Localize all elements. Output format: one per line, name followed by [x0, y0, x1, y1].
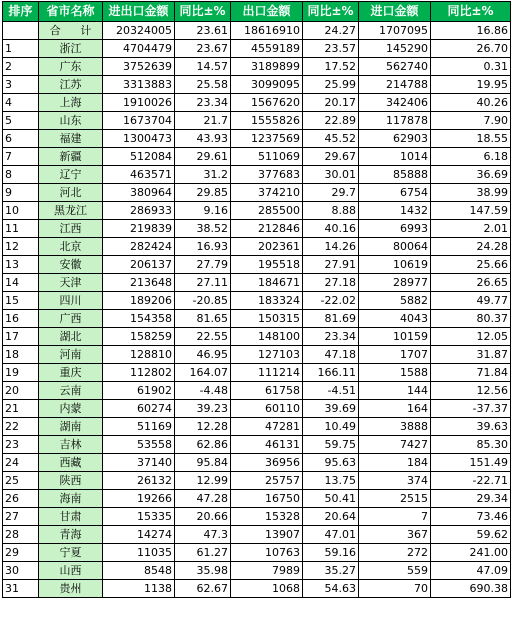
export-value-cell[interactable]: 15328	[231, 508, 303, 526]
total-value-cell[interactable]: 219839	[103, 220, 175, 238]
province-cell[interactable]: 内蒙	[39, 400, 103, 418]
total-yoy-cell[interactable]: 35.98	[175, 562, 231, 580]
table-row	[3, 202, 511, 220]
export-value-cell[interactable]: 25757	[231, 472, 303, 490]
export-yoy-cell[interactable]: 30.01	[303, 166, 359, 184]
export-value-cell[interactable]: 202361	[231, 238, 303, 256]
import-yoy-cell[interactable]: -22.71	[431, 472, 511, 490]
total-value-cell[interactable]: 213648	[103, 274, 175, 292]
export-yoy-cell[interactable]: 166.11	[303, 364, 359, 382]
import-value-cell[interactable]: 342406	[359, 94, 431, 112]
import-value-cell[interactable]: 1707095	[359, 22, 431, 40]
import-value-cell[interactable]: 6754	[359, 184, 431, 202]
total-value-cell[interactable]: 206137	[103, 256, 175, 274]
province-cell[interactable]: 浙江	[39, 40, 103, 58]
export-value-cell[interactable]: 212846	[231, 220, 303, 238]
import-value-cell[interactable]: 28977	[359, 274, 431, 292]
export-value-cell[interactable]: 3189899	[231, 58, 303, 76]
import-value-cell[interactable]: 7	[359, 508, 431, 526]
province-cell[interactable]: 四川	[39, 292, 103, 310]
total-yoy-cell[interactable]: 38.52	[175, 220, 231, 238]
province-cell[interactable]: 广东	[39, 58, 103, 76]
total-yoy-cell[interactable]: 23.61	[175, 22, 231, 40]
total-yoy-cell[interactable]: 29.85	[175, 184, 231, 202]
rank-cell[interactable]: 8	[3, 166, 39, 184]
table-row	[3, 472, 511, 490]
total-value-cell[interactable]: 3752639	[103, 58, 175, 76]
import-yoy-cell[interactable]: 6.18	[431, 148, 511, 166]
import-yoy-cell[interactable]: 36.69	[431, 166, 511, 184]
import-yoy-cell[interactable]: 12.05	[431, 328, 511, 346]
total-yoy-cell[interactable]: 39.23	[175, 400, 231, 418]
total-yoy-cell[interactable]: 27.79	[175, 256, 231, 274]
total-value-cell[interactable]: 512084	[103, 148, 175, 166]
import-yoy-cell[interactable]: 71.84	[431, 364, 511, 382]
export-yoy-cell[interactable]: 17.52	[303, 58, 359, 76]
trade-table	[2, 1, 511, 598]
rank-cell[interactable]: 24	[3, 454, 39, 472]
total-yoy-cell[interactable]: 12.28	[175, 418, 231, 436]
import-yoy-cell[interactable]: 25.66	[431, 256, 511, 274]
table-row	[3, 130, 511, 148]
total-value-cell[interactable]: 158259	[103, 328, 175, 346]
import-yoy-cell[interactable]: 26.65	[431, 274, 511, 292]
import-value-cell[interactable]: 70	[359, 580, 431, 598]
total-yoy-cell[interactable]: 16.93	[175, 238, 231, 256]
import-yoy-cell[interactable]: 38.99	[431, 184, 511, 202]
table-row	[3, 310, 511, 328]
export-yoy-cell[interactable]: 23.57	[303, 40, 359, 58]
header-export-value[interactable]: 出口金额	[231, 2, 303, 22]
table-row	[3, 292, 511, 310]
rank-cell[interactable]: 12	[3, 238, 39, 256]
export-yoy-cell[interactable]: 14.26	[303, 238, 359, 256]
table-row	[3, 112, 511, 130]
table-row	[3, 490, 511, 508]
export-yoy-cell[interactable]: 40.16	[303, 220, 359, 238]
export-value-cell[interactable]: 7989	[231, 562, 303, 580]
export-yoy-cell[interactable]: -22.02	[303, 292, 359, 310]
export-value-cell[interactable]: 4559189	[231, 40, 303, 58]
table-row	[3, 544, 511, 562]
province-cell[interactable]: 山东	[39, 112, 103, 130]
table-row	[3, 562, 511, 580]
import-yoy-cell[interactable]: 7.90	[431, 112, 511, 130]
export-value-cell[interactable]: 148100	[231, 328, 303, 346]
import-yoy-cell[interactable]: 24.28	[431, 238, 511, 256]
total-yoy-cell[interactable]: 81.65	[175, 310, 231, 328]
rank-cell[interactable]: 29	[3, 544, 39, 562]
total-value-cell[interactable]: 112802	[103, 364, 175, 382]
export-yoy-cell[interactable]: 22.89	[303, 112, 359, 130]
import-value-cell[interactable]: 272	[359, 544, 431, 562]
table-row	[3, 526, 511, 544]
total-yoy-cell[interactable]: 14.57	[175, 58, 231, 76]
import-yoy-cell[interactable]: 29.34	[431, 490, 511, 508]
total-value-cell[interactable]: 154358	[103, 310, 175, 328]
total-value-cell[interactable]: 14274	[103, 526, 175, 544]
table-row	[3, 94, 511, 112]
import-yoy-cell[interactable]: -37.37	[431, 400, 511, 418]
import-value-cell[interactable]: 1014	[359, 148, 431, 166]
import-value-cell[interactable]: 164	[359, 400, 431, 418]
export-value-cell[interactable]: 285500	[231, 202, 303, 220]
rank-cell[interactable]: 20	[3, 382, 39, 400]
export-yoy-cell[interactable]: 95.63	[303, 454, 359, 472]
rank-cell[interactable]: 11	[3, 220, 39, 238]
province-cell[interactable]: 贵州	[39, 580, 103, 598]
export-value-cell[interactable]: 374210	[231, 184, 303, 202]
total-yoy-cell[interactable]: 25.58	[175, 76, 231, 94]
total-value-cell[interactable]: 15335	[103, 508, 175, 526]
province-cell[interactable]: 新疆	[39, 148, 103, 166]
export-value-cell[interactable]: 150315	[231, 310, 303, 328]
export-yoy-cell[interactable]: 47.01	[303, 526, 359, 544]
export-value-cell[interactable]: 1555826	[231, 112, 303, 130]
header-import-value[interactable]: 进口金额	[359, 2, 431, 22]
export-yoy-cell[interactable]: 59.16	[303, 544, 359, 562]
export-yoy-cell[interactable]: 35.27	[303, 562, 359, 580]
import-value-cell[interactable]: 144	[359, 382, 431, 400]
total-value-cell[interactable]: 19266	[103, 490, 175, 508]
rank-cell[interactable]: 31	[3, 580, 39, 598]
import-value-cell[interactable]: 559	[359, 562, 431, 580]
rank-cell[interactable]: 28	[3, 526, 39, 544]
export-value-cell[interactable]: 60110	[231, 400, 303, 418]
province-cell[interactable]: 合 计	[39, 22, 103, 40]
import-yoy-cell[interactable]: 31.87	[431, 346, 511, 364]
total-value-cell[interactable]: 20324005	[103, 22, 175, 40]
export-yoy-cell[interactable]: 27.91	[303, 256, 359, 274]
province-cell[interactable]: 北京	[39, 238, 103, 256]
total-value-cell[interactable]: 3313883	[103, 76, 175, 94]
import-yoy-cell[interactable]: 80.37	[431, 310, 511, 328]
import-value-cell[interactable]: 117878	[359, 112, 431, 130]
province-cell[interactable]: 安徽	[39, 256, 103, 274]
import-value-cell[interactable]: 10159	[359, 328, 431, 346]
import-value-cell[interactable]: 6993	[359, 220, 431, 238]
export-yoy-cell[interactable]: 10.49	[303, 418, 359, 436]
table-row	[3, 148, 511, 166]
import-value-cell[interactable]: 62903	[359, 130, 431, 148]
export-yoy-cell[interactable]: 45.52	[303, 130, 359, 148]
province-cell[interactable]: 广西	[39, 310, 103, 328]
province-cell[interactable]: 海南	[39, 490, 103, 508]
export-value-cell[interactable]: 46131	[231, 436, 303, 454]
province-cell[interactable]: 湖北	[39, 328, 103, 346]
import-yoy-cell[interactable]: 12.56	[431, 382, 511, 400]
province-cell[interactable]: 陕西	[39, 472, 103, 490]
table-row	[3, 400, 511, 418]
rank-cell[interactable]: 6	[3, 130, 39, 148]
rank-cell[interactable]: 10	[3, 202, 39, 220]
rank-cell[interactable]: 9	[3, 184, 39, 202]
province-cell[interactable]: 福建	[39, 130, 103, 148]
total-yoy-cell[interactable]: 12.99	[175, 472, 231, 490]
import-yoy-cell[interactable]: 151.49	[431, 454, 511, 472]
total-value-cell[interactable]: 1300473	[103, 130, 175, 148]
table-row	[3, 256, 511, 274]
export-yoy-cell[interactable]: -4.51	[303, 382, 359, 400]
rank-cell[interactable]: 13	[3, 256, 39, 274]
import-value-cell[interactable]: 7427	[359, 436, 431, 454]
total-yoy-cell[interactable]: 22.55	[175, 328, 231, 346]
total-value-cell[interactable]: 282424	[103, 238, 175, 256]
table-row	[3, 184, 511, 202]
total-yoy-cell[interactable]: 62.86	[175, 436, 231, 454]
province-cell[interactable]: 重庆	[39, 364, 103, 382]
province-cell[interactable]: 黑龙江	[39, 202, 103, 220]
total-yoy-cell[interactable]: 95.84	[175, 454, 231, 472]
rank-cell[interactable]: 30	[3, 562, 39, 580]
table-row	[3, 166, 511, 184]
import-value-cell[interactable]: 145290	[359, 40, 431, 58]
table-row	[3, 40, 511, 58]
total-yoy-cell[interactable]: 43.93	[175, 130, 231, 148]
import-yoy-cell[interactable]: 85.30	[431, 436, 511, 454]
province-cell[interactable]: 江苏	[39, 76, 103, 94]
total-value-cell[interactable]: 286933	[103, 202, 175, 220]
total-yoy-cell[interactable]: 9.16	[175, 202, 231, 220]
total-yoy-cell[interactable]: 164.07	[175, 364, 231, 382]
table-row	[3, 58, 511, 76]
total-value-cell[interactable]: 463571	[103, 166, 175, 184]
table-row	[3, 364, 511, 382]
export-yoy-cell[interactable]: 23.34	[303, 328, 359, 346]
import-yoy-cell[interactable]: 2.01	[431, 220, 511, 238]
table-row	[3, 76, 511, 94]
province-cell[interactable]: 天津	[39, 274, 103, 292]
export-value-cell[interactable]: 1567620	[231, 94, 303, 112]
export-value-cell[interactable]: 1068	[231, 580, 303, 598]
import-yoy-cell[interactable]: 49.77	[431, 292, 511, 310]
export-yoy-cell[interactable]: 20.17	[303, 94, 359, 112]
table-row	[3, 220, 511, 238]
rank-cell[interactable]: 4	[3, 94, 39, 112]
total-yoy-cell[interactable]: 29.61	[175, 148, 231, 166]
rank-cell[interactable]: 27	[3, 508, 39, 526]
total-yoy-cell[interactable]: -20.85	[175, 292, 231, 310]
import-yoy-cell[interactable]: 147.59	[431, 202, 511, 220]
total-value-cell[interactable]: 1138	[103, 580, 175, 598]
import-yoy-cell[interactable]: 47.09	[431, 562, 511, 580]
table-row	[3, 346, 511, 364]
export-yoy-cell[interactable]: 24.27	[303, 22, 359, 40]
export-yoy-cell[interactable]: 8.88	[303, 202, 359, 220]
total-yoy-cell[interactable]: 31.2	[175, 166, 231, 184]
import-yoy-cell[interactable]: 73.46	[431, 508, 511, 526]
table-row	[3, 508, 511, 526]
import-value-cell[interactable]: 10619	[359, 256, 431, 274]
export-yoy-cell[interactable]: 27.18	[303, 274, 359, 292]
import-value-cell[interactable]: 80064	[359, 238, 431, 256]
export-value-cell[interactable]: 13907	[231, 526, 303, 544]
province-cell[interactable]: 山西	[39, 562, 103, 580]
import-value-cell[interactable]: 3888	[359, 418, 431, 436]
province-cell[interactable]: 青海	[39, 526, 103, 544]
table-body	[3, 2, 511, 598]
header-rank[interactable]: 排序	[3, 2, 39, 22]
rank-cell[interactable]: 16	[3, 310, 39, 328]
import-value-cell[interactable]: 1588	[359, 364, 431, 382]
rank-cell[interactable]: 19	[3, 364, 39, 382]
export-yoy-cell[interactable]: 13.75	[303, 472, 359, 490]
rank-cell[interactable]: 23	[3, 436, 39, 454]
import-yoy-cell[interactable]: 19.95	[431, 76, 511, 94]
export-yoy-cell[interactable]: 50.41	[303, 490, 359, 508]
export-value-cell[interactable]: 184671	[231, 274, 303, 292]
total-value-cell[interactable]: 189206	[103, 292, 175, 310]
import-yoy-cell[interactable]: 18.55	[431, 130, 511, 148]
export-value-cell[interactable]: 377683	[231, 166, 303, 184]
total-value-cell[interactable]: 61902	[103, 382, 175, 400]
export-value-cell[interactable]: 1237569	[231, 130, 303, 148]
export-value-cell[interactable]: 195518	[231, 256, 303, 274]
rank-cell[interactable]: 15	[3, 292, 39, 310]
export-value-cell[interactable]: 111214	[231, 364, 303, 382]
export-yoy-cell[interactable]: 59.75	[303, 436, 359, 454]
import-value-cell[interactable]: 374	[359, 472, 431, 490]
import-value-cell[interactable]: 5882	[359, 292, 431, 310]
province-cell[interactable]: 辽宁	[39, 166, 103, 184]
import-yoy-cell[interactable]: 26.70	[431, 40, 511, 58]
export-value-cell[interactable]: 36956	[231, 454, 303, 472]
import-yoy-cell[interactable]: 40.26	[431, 94, 511, 112]
total-value-cell[interactable]: 8548	[103, 562, 175, 580]
province-cell[interactable]: 河北	[39, 184, 103, 202]
province-cell[interactable]: 云南	[39, 382, 103, 400]
export-value-cell[interactable]: 18616910	[231, 22, 303, 40]
total-yoy-cell[interactable]: 23.34	[175, 94, 231, 112]
export-yoy-cell[interactable]: 29.7	[303, 184, 359, 202]
province-cell[interactable]: 吉林	[39, 436, 103, 454]
import-value-cell[interactable]: 184	[359, 454, 431, 472]
import-value-cell[interactable]: 367	[359, 526, 431, 544]
rank-cell[interactable]: 21	[3, 400, 39, 418]
export-yoy-cell[interactable]: 54.63	[303, 580, 359, 598]
total-yoy-cell[interactable]: 21.7	[175, 112, 231, 130]
rank-cell[interactable]: 14	[3, 274, 39, 292]
import-yoy-cell[interactable]: 690.38	[431, 580, 511, 598]
table-row	[3, 382, 511, 400]
rank-cell[interactable]: 3	[3, 76, 39, 94]
total-row	[3, 22, 511, 40]
table-row	[3, 454, 511, 472]
header-total-value[interactable]: 进出口金额	[103, 2, 175, 22]
total-value-cell[interactable]: 60274	[103, 400, 175, 418]
total-value-cell[interactable]: 4704479	[103, 40, 175, 58]
province-cell[interactable]: 西藏	[39, 454, 103, 472]
export-yoy-cell[interactable]: 39.69	[303, 400, 359, 418]
rank-cell[interactable]: 18	[3, 346, 39, 364]
total-value-cell[interactable]: 128810	[103, 346, 175, 364]
total-value-cell[interactable]: 1673704	[103, 112, 175, 130]
export-yoy-cell[interactable]: 81.69	[303, 310, 359, 328]
total-value-cell[interactable]: 51169	[103, 418, 175, 436]
total-yoy-cell[interactable]: 47.28	[175, 490, 231, 508]
rank-cell[interactable]: 1	[3, 40, 39, 58]
total-value-cell[interactable]: 11035	[103, 544, 175, 562]
province-cell[interactable]: 河南	[39, 346, 103, 364]
import-value-cell[interactable]: 85888	[359, 166, 431, 184]
export-yoy-cell[interactable]: 25.99	[303, 76, 359, 94]
table-row	[3, 274, 511, 292]
table-row	[3, 580, 511, 598]
total-yoy-cell[interactable]: 46.95	[175, 346, 231, 364]
total-value-cell[interactable]: 37140	[103, 454, 175, 472]
total-value-cell[interactable]: 380964	[103, 184, 175, 202]
total-yoy-cell[interactable]: 47.3	[175, 526, 231, 544]
export-yoy-cell[interactable]: 29.67	[303, 148, 359, 166]
import-yoy-cell[interactable]: 241.00	[431, 544, 511, 562]
import-yoy-cell[interactable]: 39.63	[431, 418, 511, 436]
header-province[interactable]: 省市名称	[39, 2, 103, 22]
rank-cell[interactable]: 5	[3, 112, 39, 130]
import-value-cell[interactable]: 2515	[359, 490, 431, 508]
province-cell[interactable]: 江西	[39, 220, 103, 238]
export-value-cell[interactable]: 511069	[231, 148, 303, 166]
rank-cell[interactable]: 17	[3, 328, 39, 346]
total-value-cell[interactable]: 53558	[103, 436, 175, 454]
rank-cell[interactable]	[3, 22, 39, 40]
rank-cell[interactable]: 22	[3, 418, 39, 436]
province-cell[interactable]: 宁夏	[39, 544, 103, 562]
import-value-cell[interactable]: 214788	[359, 76, 431, 94]
total-yoy-cell[interactable]: 20.66	[175, 508, 231, 526]
import-yoy-cell[interactable]: 0.31	[431, 58, 511, 76]
total-value-cell[interactable]: 26132	[103, 472, 175, 490]
table-row	[3, 418, 511, 436]
table-row	[3, 436, 511, 454]
total-yoy-cell[interactable]: 61.27	[175, 544, 231, 562]
import-value-cell[interactable]: 4043	[359, 310, 431, 328]
total-yoy-cell[interactable]: 23.67	[175, 40, 231, 58]
total-yoy-cell[interactable]: 62.67	[175, 580, 231, 598]
export-value-cell[interactable]: 16750	[231, 490, 303, 508]
table-row	[3, 238, 511, 256]
total-yoy-cell[interactable]: 27.11	[175, 274, 231, 292]
import-value-cell[interactable]: 1707	[359, 346, 431, 364]
rank-cell[interactable]: 26	[3, 490, 39, 508]
export-yoy-cell[interactable]: 20.64	[303, 508, 359, 526]
export-yoy-cell[interactable]: 47.18	[303, 346, 359, 364]
total-yoy-cell[interactable]: -4.48	[175, 382, 231, 400]
province-cell[interactable]: 湖南	[39, 418, 103, 436]
province-cell[interactable]: 上海	[39, 94, 103, 112]
header-export-yoy[interactable]: 同比±%	[303, 2, 359, 22]
export-value-cell[interactable]: 61758	[231, 382, 303, 400]
export-value-cell[interactable]: 10763	[231, 544, 303, 562]
table-row	[3, 328, 511, 346]
header-row	[3, 2, 511, 22]
rank-cell[interactable]: 2	[3, 58, 39, 76]
import-yoy-cell[interactable]: 16.86	[431, 22, 511, 40]
header-total-yoy[interactable]: 同比±%	[175, 2, 231, 22]
export-value-cell[interactable]: 47281	[231, 418, 303, 436]
header-import-yoy[interactable]: 同比±%	[431, 2, 511, 22]
province-cell[interactable]: 甘肃	[39, 508, 103, 526]
rank-cell[interactable]: 7	[3, 148, 39, 166]
rank-cell[interactable]: 25	[3, 472, 39, 490]
export-value-cell[interactable]: 183324	[231, 292, 303, 310]
import-value-cell[interactable]: 1432	[359, 202, 431, 220]
export-value-cell[interactable]: 3099095	[231, 76, 303, 94]
export-value-cell[interactable]: 127103	[231, 346, 303, 364]
import-value-cell[interactable]: 562740	[359, 58, 431, 76]
import-yoy-cell[interactable]: 59.62	[431, 526, 511, 544]
total-value-cell[interactable]: 1910026	[103, 94, 175, 112]
